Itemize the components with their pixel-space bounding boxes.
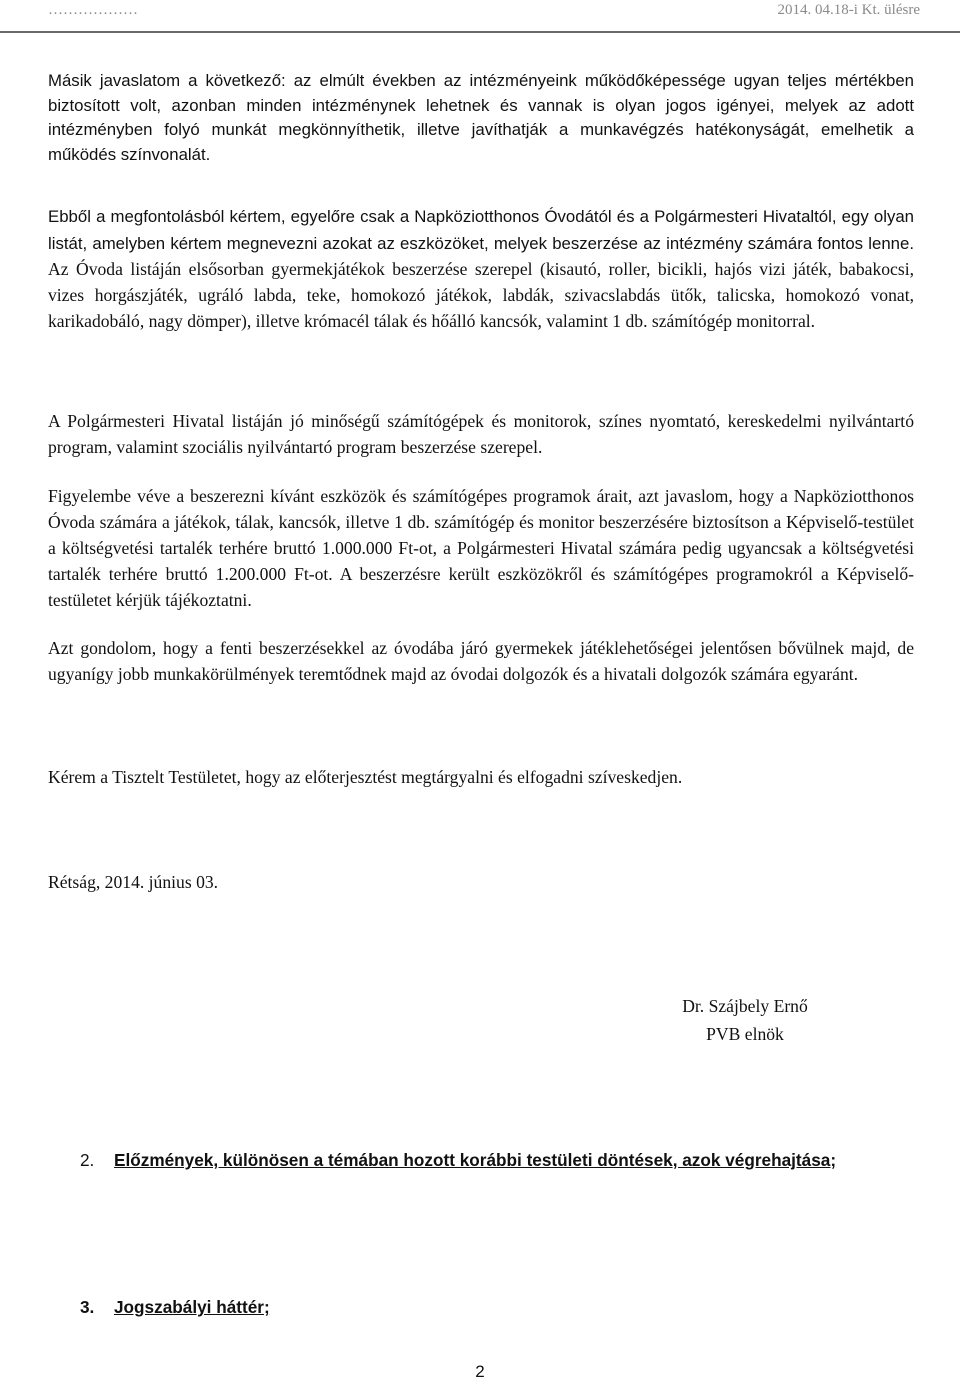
paragraph-kindergarten-list: Az Óvoda listáján elsősorban gyermekjátékok beszerzése szerepel (kisautó, roller, bicikli, hajós vizi játék, babakocsi, vizes horgászjáték, ugráló labda, teke, homokozó játékok, labdák, szivacslabdás ütők, talicska, homokozó vonat, karikadobáló, nagy dömper), illetve krómacél tálak és hőálló kancsók, valamint 1 db. számítógép monitorral. bbox=[48, 259, 914, 331]
paragraph-request-sans: Ebből a megfontolásból kértem, egyelőre csak a Napköziotthonos Óvodától és a Polgármesteri Hivataltól, egy olyan listát, amelyben kértem megnevezni azokat az eszközöket, melyek beszerzése az intézmény számára fontos lenne. bbox=[48, 207, 914, 253]
signatory-name: Dr. Szájbely Ernő bbox=[682, 996, 808, 1016]
place-and-date: Rétság, 2014. június 03. bbox=[48, 872, 219, 892]
paragraph-request bbox=[48, 203, 914, 334]
paragraph-request-approval: Kérem a Tisztelt Testületet, hogy az előterjesztést megtárgyalni és elfogadni szíveskedjen. bbox=[48, 767, 683, 787]
page-number: 2 bbox=[475, 1362, 485, 1381]
header-dots: ……………… bbox=[48, 2, 138, 18]
signatory-title: PVB elnök bbox=[706, 1024, 784, 1044]
header-divider bbox=[0, 31, 960, 33]
section-3-number: 3. bbox=[80, 1297, 95, 1317]
paragraph-conclusion: Azt gondolom, hogy a fenti beszerzésekkel az óvodába járó gyermekek játéklehetőségei jelentősen bővülnek majd, de ugyanígy jobb munkakörülmények teremtődnek majd az óvodai dolgozók és a hivatali dolgozók számára egyaránt. bbox=[48, 638, 914, 684]
paragraph-proposal-intro: Másik javaslatom a következő: az elmúlt években az intézményeink működőképessége ugyan teljes mértékben biztosított volt, azonban minden intézménynek lehetnek és vannak is olyan jogos igényei, melyek az adott intézményben folyó munkát megkönnyíthetik, illetve javíthatják a munkavégzés hatékonyságát, emelhetik a működés színvonalát. bbox=[48, 71, 914, 164]
section-2-title: Előzmények, különösen a témában hozott korábbi testületi döntések, azok végrehajtása; bbox=[114, 1150, 837, 1170]
section-2 bbox=[0, 1149, 960, 1199]
paragraph-budget-proposal: Figyelembe véve a beszerezni kívánt eszközök és számítógépes programok árait, azt javaslom, hogy a Napköziotthonos Óvoda számára a játékok, tálak, kancsók, illetve 1 db. számítógép és monitor beszerzésére biztosítson a Képviselő-testület a költségvetési tartalék terhére bruttó 1.000.000 Ft-ot, a Polgármesteri Hivatal számára pedig ugyancsak a költségvetési tartalék terhére bruttó 1.200.000 Ft-ot. A beszerzésre került eszközökről és számítógépes programokról a Képviselő-testületet kérjük tájékoztatni. bbox=[48, 486, 914, 610]
section-3 bbox=[0, 1296, 960, 1322]
paragraph-office-list: A Polgármesteri Hivatal listáján jó minőségű számítógépek és monitorok, színes nyomtató, kereskedelmi nyilvántartó program, valamint szociális nyilvántartó program beszerzése szerepel. bbox=[48, 411, 914, 457]
section-3-title: Jogszabályi háttér; bbox=[114, 1297, 270, 1317]
section-2-number: 2. bbox=[80, 1150, 95, 1170]
header-meeting-reference: 2014. 04.18-i Kt. ülésre bbox=[777, 2, 920, 18]
